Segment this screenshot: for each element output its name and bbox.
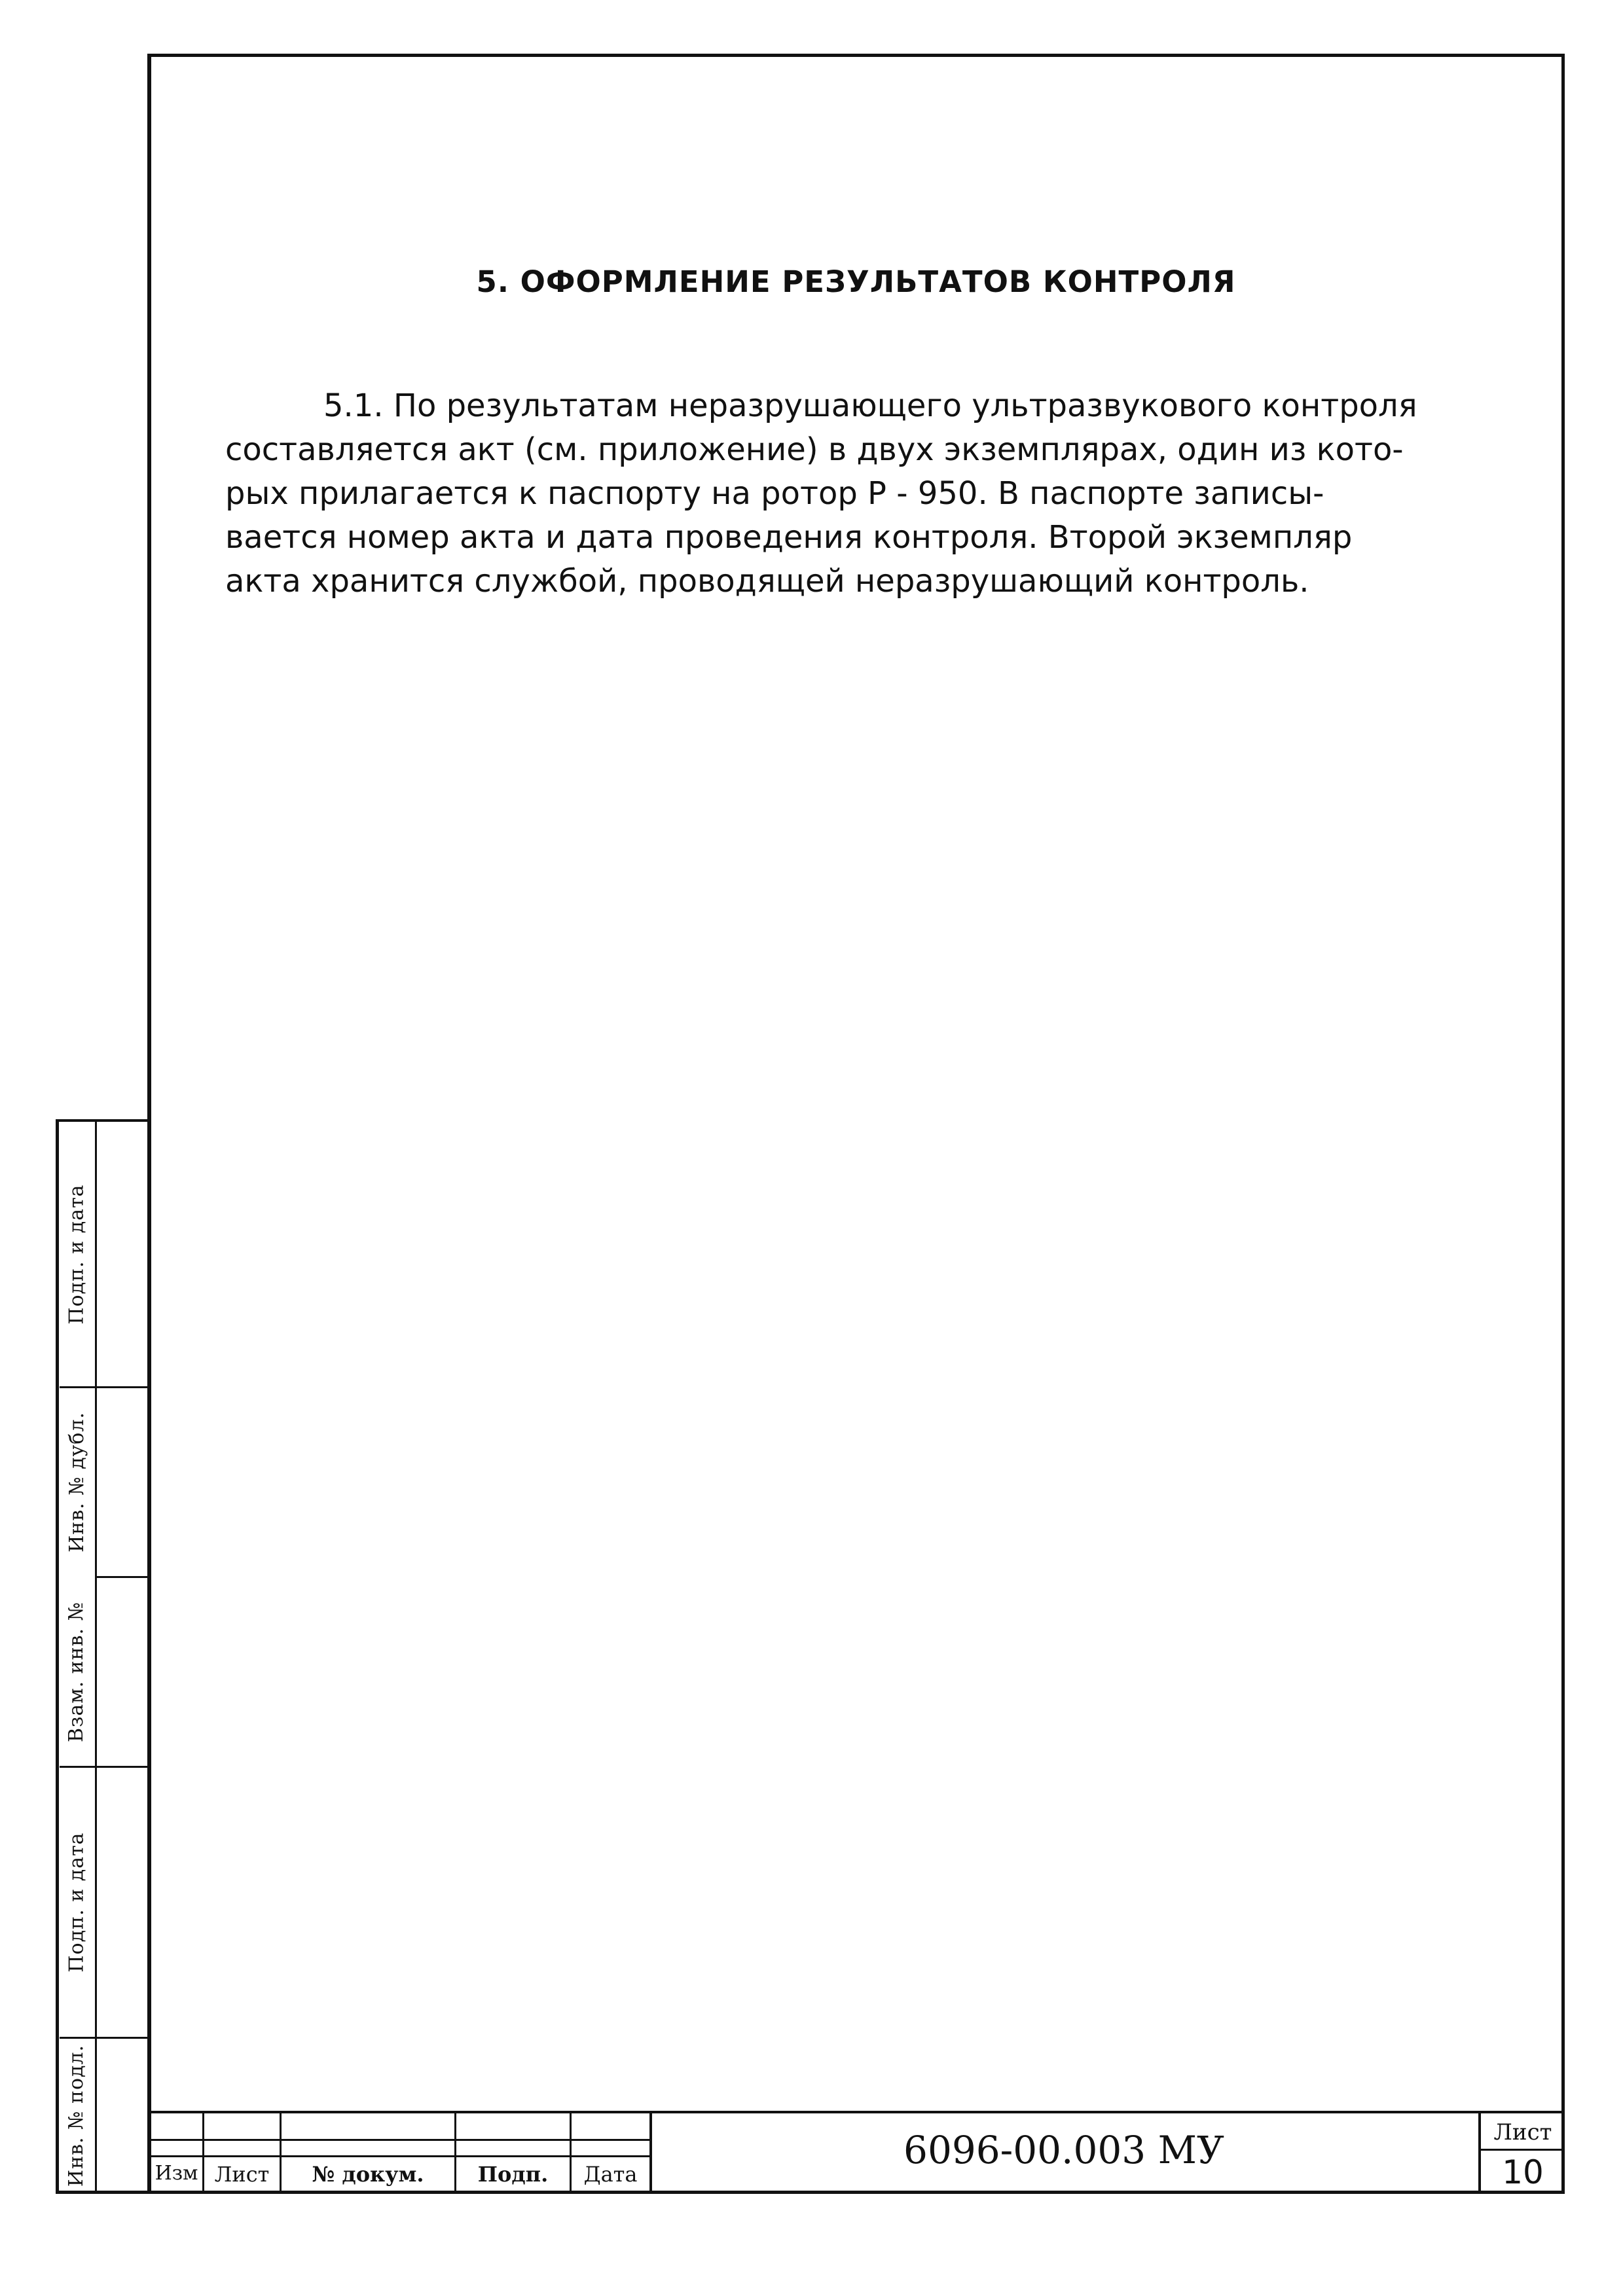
title-block-row-line [1478, 2149, 1565, 2151]
title-block-row-line [151, 2155, 651, 2157]
section-title: 5. ОФОРМЛЕНИЕ РЕЗУЛЬТАТОВ КОНТРОЛЯ [476, 264, 1236, 299]
paragraph-line: 5.1. По результатам неразрушающего ультразвукового контроля [323, 387, 1417, 424]
side-stamp-column-line [95, 1119, 97, 2194]
sheet-number: 10 [1502, 2153, 1544, 2191]
column-dokum: № докум. [312, 2162, 424, 2187]
side-label-podp-data-2: Подп. и дата [65, 1832, 88, 1973]
side-label-podp-data-1: Подп. и дата [65, 1183, 88, 1325]
side-stamp-row-line [95, 1386, 151, 1388]
paragraph-5-1 [225, 384, 1436, 603]
column-podp: Подп. [477, 2162, 549, 2187]
side-label-vzam-inv: Взам. инв. № [65, 1601, 88, 1743]
paragraph-line: составляется акт (см. приложение) в двух экземплярах, один из кото- [225, 431, 1404, 468]
document-code: 6096-00.003 МУ [903, 2128, 1224, 2172]
column-list: Лист [214, 2162, 270, 2187]
title-block-row-line [151, 2139, 651, 2141]
column-izm: Изм [155, 2162, 198, 2185]
side-label-inv-dubl: Инв. № дубл. [65, 1412, 88, 1552]
side-stamp-row-line [95, 1766, 151, 1768]
column-data: Дата [583, 2162, 638, 2187]
side-stamp-row-line [95, 2037, 151, 2039]
paragraph-line: акта хранится службой, проводящей неразрушающий контроль. [225, 563, 1309, 600]
paragraph-line: рых прилагается к паспорту на ротор Р - 950. В паспорте записы- [225, 475, 1324, 512]
sheet-label: Лист [1493, 2119, 1552, 2145]
side-stamp-row-line [95, 1576, 151, 1578]
paragraph-line: вается номер акта и дата проведения контроля. Второй экземпляр [225, 519, 1353, 556]
side-label-inv-podl: Инв. № подл. [65, 2044, 88, 2187]
page-frame [147, 54, 1565, 2194]
